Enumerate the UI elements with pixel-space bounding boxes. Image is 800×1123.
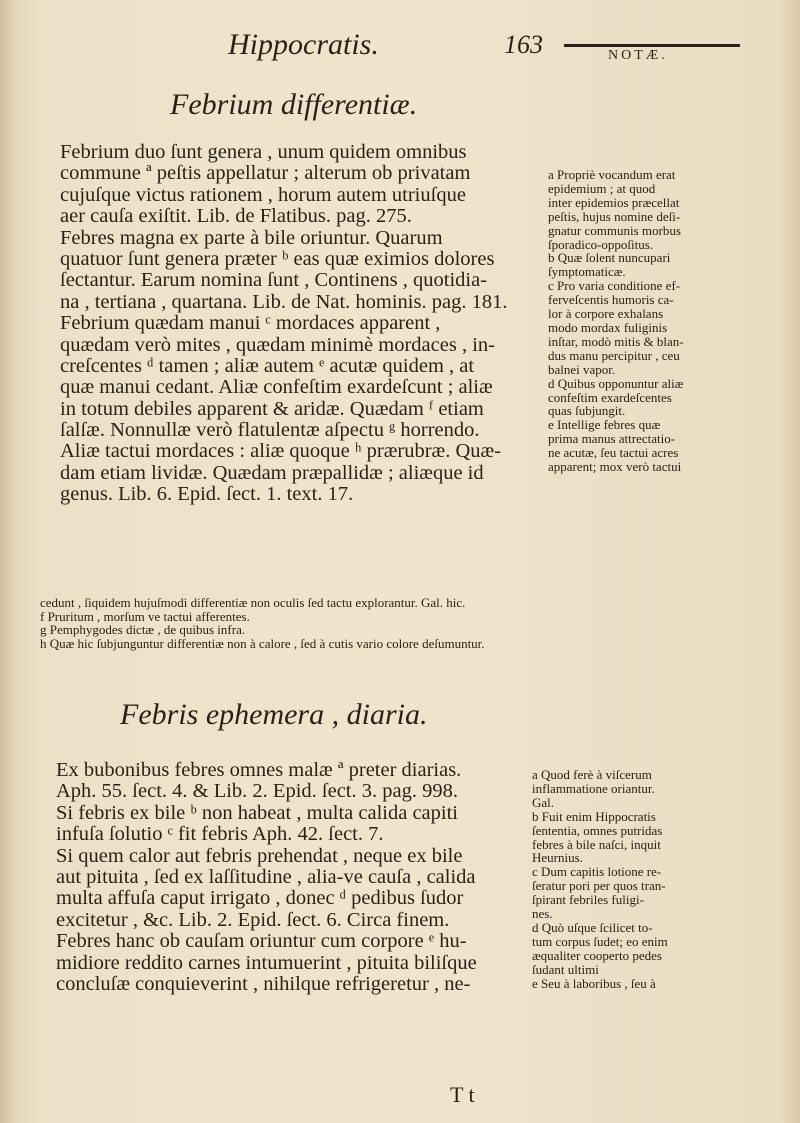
footnote-line: cedunt , ſiquidem hujuſmodi differentiæ non oculis ſed tactu explorantur. Gal. hic.	[40, 595, 466, 610]
notes-label: NOTÆ.	[608, 48, 668, 63]
text-line: excitetur , &c. Lib. 2. Epid. ſect. 6. Circa finem.	[56, 908, 450, 931]
note-line: a Propriè vocandum erat	[548, 167, 676, 182]
text-line: quæ manui cedant. Aliæ confeſtim exardeſcunt ; aliæ	[60, 376, 493, 399]
text-line: creſcentes ᵈ tamen ; aliæ autem ᵉ acutæ quidem , at	[60, 354, 475, 377]
section-title-febrium: Febrium differentiæ.	[170, 88, 418, 121]
note-line: dus manu percipitur , ceu	[548, 347, 680, 363]
note-line: peſtis, hujus nomine deſi-	[548, 208, 681, 224]
text-line: Si febris ex bile ᵇ non habeat , multa calida capiti	[56, 801, 458, 824]
note-line: Gal.	[532, 794, 555, 810]
note-line: lor à corpore exhalans	[548, 306, 664, 322]
note-line: ſymptomaticæ.	[548, 264, 626, 280]
note-line: a Quod ferè à viſcerum	[532, 767, 652, 782]
note-line: e Intellige febres quæ	[548, 417, 661, 433]
main-text-block-1	[60, 142, 507, 506]
note-line: e Seu à laboribus , ſeu à	[532, 975, 656, 991]
running-head: Hippocratis.	[228, 28, 379, 61]
note-line: æqualiter cooperto pedes	[532, 947, 662, 963]
note-line: tum corpus ſudet; eo enim	[532, 933, 668, 949]
note-line: ſeratur pori per quos tran-	[532, 878, 666, 894]
note-line: ne acutæ, ſeu tactui acres	[548, 445, 679, 461]
note-line: inter epidemios præcellat	[548, 194, 680, 210]
note-line: ſporadico-oppoſitus.	[548, 236, 654, 252]
note-line: ſententia, omnes putridas	[532, 822, 663, 838]
note-line: Heurnius.	[532, 850, 583, 866]
footnote-line: h Quæ hic ſubjunguntur differentiæ non à calore , ſed à cutis vario colore deſumuntur.	[40, 635, 485, 651]
note-line: confeſtim exardeſcentes	[548, 389, 672, 405]
page-number: 163	[504, 30, 543, 59]
note-line: d Quibus opponuntur aliæ	[548, 375, 684, 391]
note-line: b Fuit enim Hippocratis	[532, 808, 656, 824]
note-line: inflammatione oriantur.	[532, 780, 655, 796]
note-line: gnatur communis morbus	[548, 222, 681, 238]
text-line: ſalſæ. Nonnullæ verò flatulentæ aſpectu ᵍ horrendo.	[60, 419, 480, 442]
note-line: ferveſcentis humoris ca-	[548, 292, 674, 308]
margin-notes-block-2	[532, 768, 668, 991]
note-line: nes.	[532, 906, 553, 922]
text-line: Si quem calor aut febris prehendat , neque ex bile	[56, 844, 463, 867]
section-title-ephemera: Febris ephemera , diaria.	[120, 698, 428, 731]
text-line: na , tertiana , quartana. Lib. de Nat. hominis. pag. 181.	[60, 290, 508, 313]
text-line: quatuor ſunt genera præter ᵇ eas quæ eximios dolores	[60, 247, 495, 270]
note-line: febres à bile naſci, inquit	[532, 836, 661, 852]
footnotes-block-1	[40, 596, 485, 650]
note-line: c Dum capitis lotione re-	[532, 864, 662, 880]
note-line: epidemium ; at quod	[548, 180, 656, 196]
text-line: infuſa ſolutio ᶜ fit febris Aph. 42. ſect. 7.	[56, 823, 384, 846]
catchword: T t	[450, 1082, 475, 1107]
text-line: Febrium duo ſunt genera , unum quidem omnibus	[60, 141, 467, 163]
note-line: apparent; mox verò tactui	[548, 459, 682, 475]
note-line: inſtar, modò mitis & blan-	[548, 333, 684, 349]
text-line: dam etiam lividæ. Quædam præpallidæ ; aliæque id	[60, 461, 484, 484]
main-text-block-2	[56, 760, 477, 995]
footnote-line: f Pruritum , morſum ve tactui afferentes.	[40, 608, 250, 624]
text-line: quædam verò mites , quædam minimè mordaces , in-	[60, 333, 495, 356]
text-line: genus. Lib. 6. Epid. ſect. 1. text. 17.	[60, 483, 354, 506]
text-line: ſectantur. Earum nomina ſunt , Continens , quotidia-	[60, 269, 488, 292]
note-line: balnei vapor.	[548, 361, 616, 377]
text-line: aut pituita , ſed ex laſſitudine , alia-ve cauſa , calida	[56, 865, 476, 888]
text-line: cujuſque victus rationem , horum autem utriuſque	[60, 183, 466, 206]
text-line: Febres magna ex parte à bile oriuntur. Quarum	[60, 226, 443, 249]
footnote-line: g Pemphygodes dictæ , de quibus infra.	[40, 622, 246, 637]
text-line: Aliæ tactui mordaces : aliæ quoque ʰ prærubræ. Quæ-	[60, 440, 502, 463]
text-line: commune ª peſtis appellatur ; alterum ob privatam	[60, 162, 471, 185]
note-line: c Pro varia conditione ef-	[548, 278, 681, 294]
note-line: prima manus attrectatio-	[548, 431, 676, 447]
text-line: Ex bubonibus febres omnes malæ ª preter diarias.	[56, 759, 462, 781]
note-line: ſpirant febriles fuligi-	[532, 892, 644, 908]
text-line: multa affuſa caput irrigato , donec ᵈ pedibus ſudor	[56, 887, 464, 910]
note-line: b Quæ ſolent nuncupari	[548, 250, 671, 266]
text-line: midiore reddito carnes intumuerint , pituita biliſque	[56, 951, 477, 974]
note-line: quas ſubjungit.	[548, 403, 626, 419]
note-line: ſudant ultimi	[532, 961, 599, 977]
text-line: concluſæ conquieverint , nihilque refrigeretur , ne-	[56, 972, 471, 995]
text-line: Febres hanc ob cauſam oriuntur cum corpore ᵉ hu-	[56, 930, 467, 953]
note-line: d Quò uſque ſcilicet to-	[532, 919, 653, 935]
header-rule	[564, 44, 740, 47]
text-line: aer cauſa exiſtit. Lib. de Flatibus. pag. 275.	[60, 205, 412, 228]
note-line: modo mordax fuliginis	[548, 319, 668, 335]
margin-notes-block-1	[548, 168, 684, 474]
text-line: Aph. 55. ſect. 4. & Lib. 2. Epid. ſect. 3. pag. 998.	[56, 780, 458, 803]
text-line: Febrium quædam manui ᶜ mordaces apparent ,	[60, 312, 441, 335]
text-line: in totum debiles apparent & aridæ. Quædam ᶠ etiam	[60, 397, 484, 420]
